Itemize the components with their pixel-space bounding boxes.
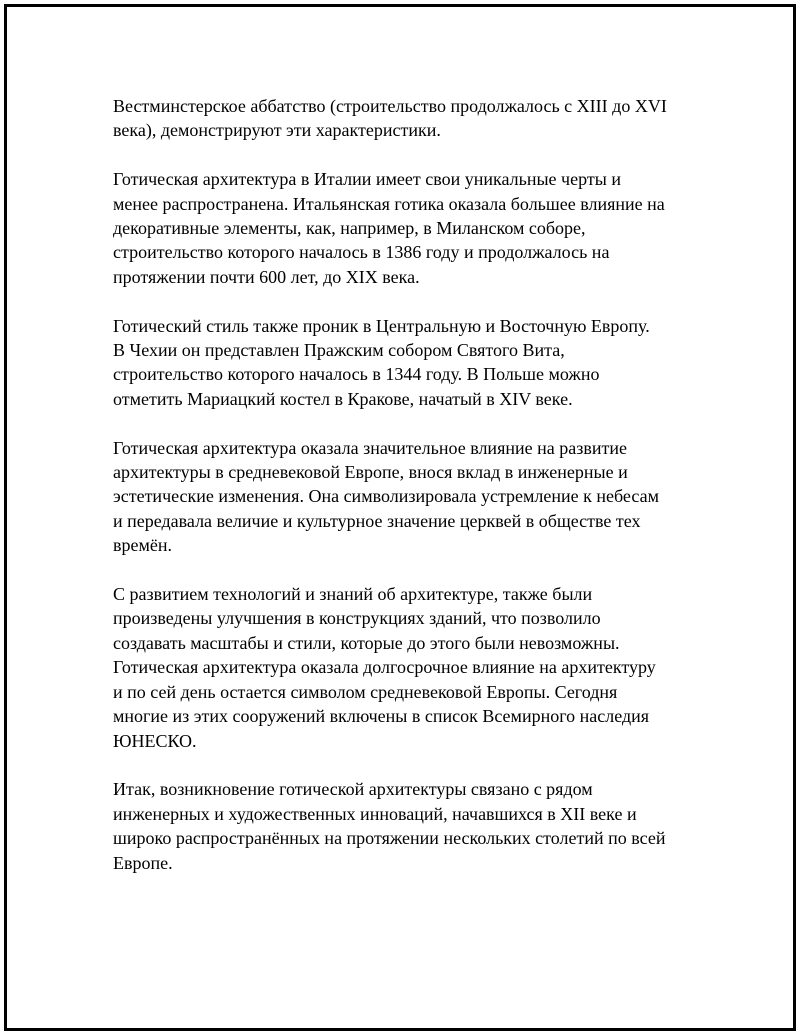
text-line: широко распространённых на протяжении нескольких столетий по всей (113, 828, 666, 849)
text-line: эстетические изменения. Она символизировала устремление к небесам (113, 486, 659, 507)
text-line: создавать масштабы и стили, которые до этого были невозможны. (113, 632, 620, 653)
text-line: архитектуры в средневековой Европе, внося вклад в инженерные и (113, 462, 628, 483)
text-line: С развитием технологий и знаний об архитектуре, также были (113, 584, 593, 605)
text-line: века), демонстрируют эти характеристики. (113, 120, 441, 141)
paragraph-conclusion (113, 777, 693, 875)
text-line: произведены улучшения в конструкциях зданий, что позволило (113, 608, 601, 629)
text-line: Европе. (113, 852, 173, 873)
text-line: Готический стиль также проник в Центральную и Восточную Европу. (113, 315, 650, 336)
text-line: многие из этих сооружений включены в список Всемирного наследия (113, 706, 650, 727)
text-line: и передавала величие и культурное значение церквей в обществе тех (113, 510, 641, 531)
text-line: инженерных и художественных инноваций, начавшихся в XII веке и (113, 803, 637, 824)
text-line: Готическая архитектура в Италии имеет свои уникальные черты и (113, 169, 621, 190)
text-line: строительство которого началось в 1344 году. В Польше можно (113, 364, 600, 385)
text-line: и по сей день остается символом средневековой Европы. Сегодня (113, 681, 618, 702)
text-line: времён. (113, 535, 173, 556)
paragraph-westminster (113, 94, 693, 143)
text-line: Итак, возникновение готической архитектуры связано с рядом (113, 779, 593, 800)
text-line: Готическая архитектура оказала долгосрочное влияние на архитектуру (113, 657, 656, 678)
text-line: Готическая архитектура оказала значительное влияние на развитие (113, 437, 627, 458)
paragraph-italy (113, 167, 693, 289)
document-body (113, 94, 693, 899)
text-line: ЮНЕСКО. (113, 730, 197, 751)
text-line: Вестминстерское аббатство (строительство продолжалось с XIII до XVI (113, 96, 667, 116)
text-line: менее распространена. Итальянская готика оказала большее влияние на (113, 193, 665, 214)
text-line: протяжении почти 600 лет, до XIX века. (113, 266, 420, 287)
paragraph-influence (113, 436, 693, 558)
paragraph-technology (113, 582, 693, 753)
text-line: В Чехии он представлен Пражским собором Святого Вита, (113, 340, 565, 361)
paragraph-central-eastern-europe (113, 314, 693, 412)
text-line: отметить Мариацкий костел в Кракове, начатый в XIV веке. (113, 388, 573, 409)
text-line: строительство которого началось в 1386 году и продолжалось на (113, 242, 610, 263)
text-line: декоративные элементы, как, например, в Миланском соборе, (113, 218, 586, 239)
